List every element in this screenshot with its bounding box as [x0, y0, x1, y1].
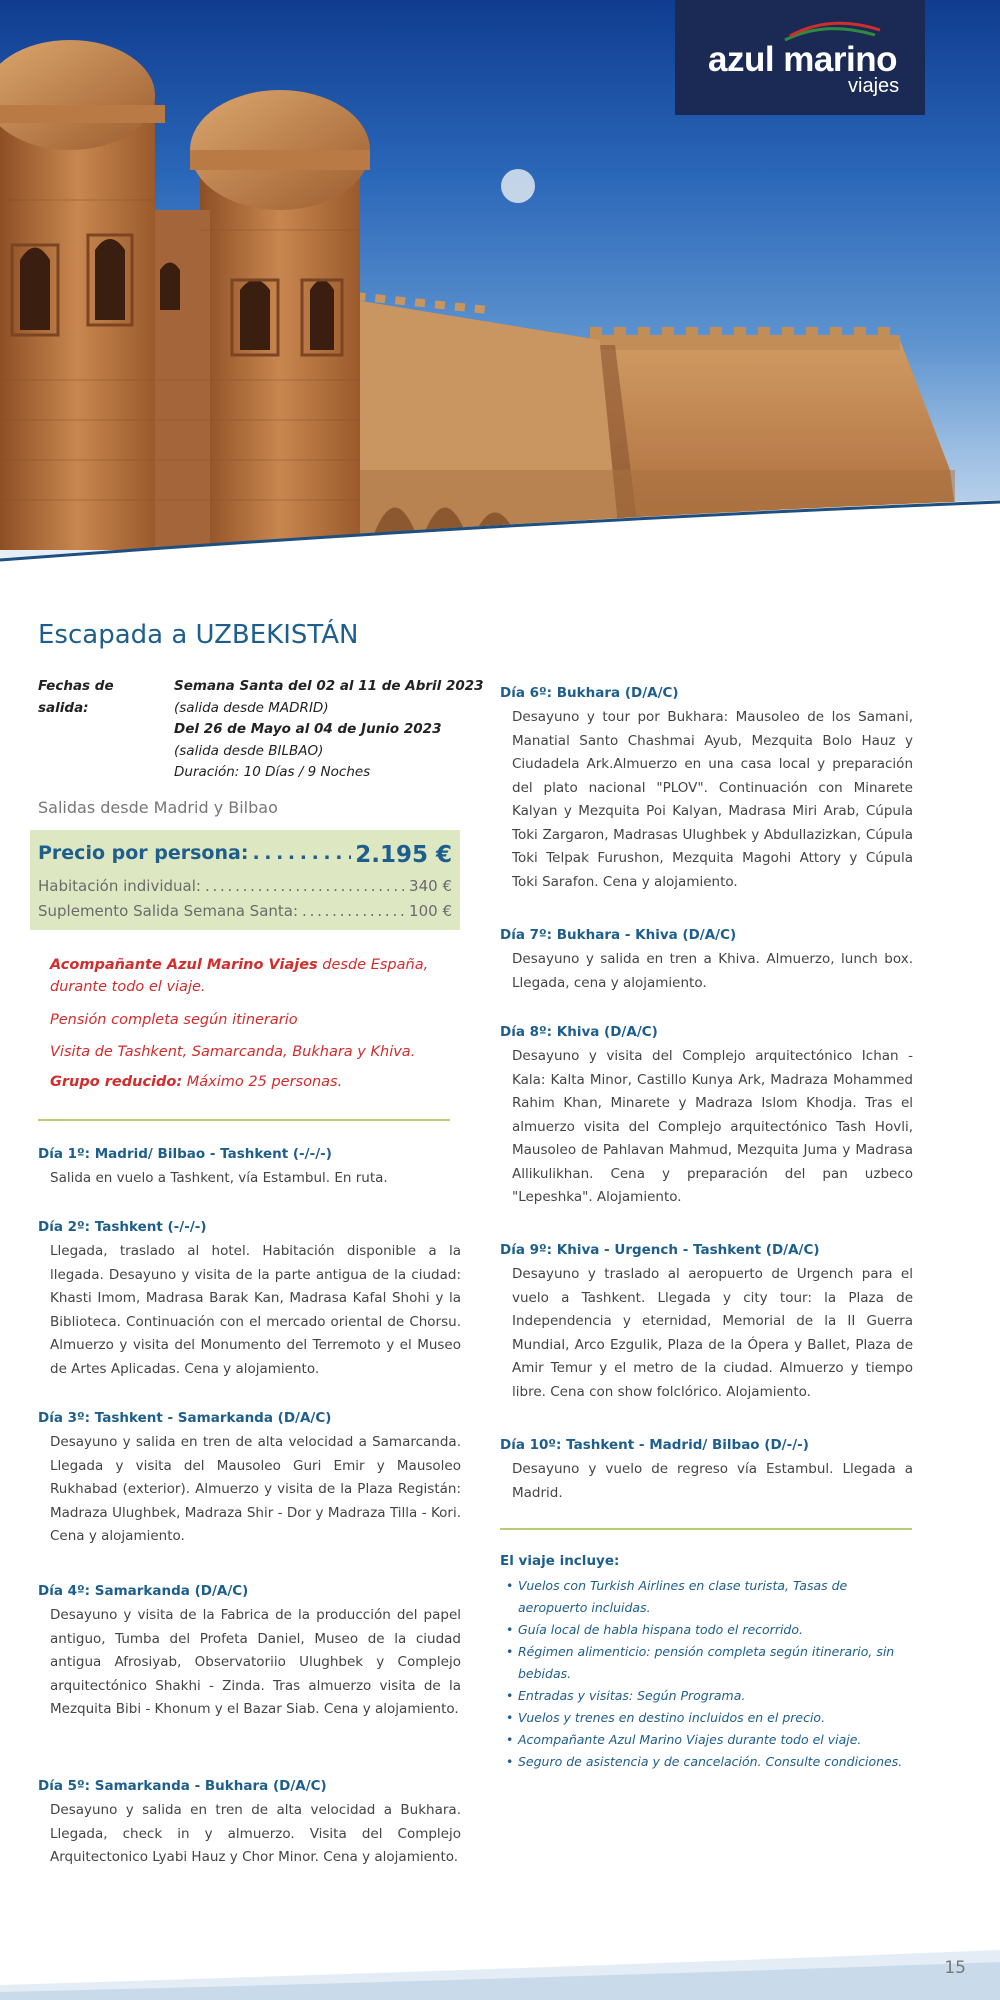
day-title: Día 6º: Bukhara (D/A/C) [500, 685, 679, 701]
divider [500, 1528, 912, 1530]
price-row-value: 340 € [409, 877, 452, 895]
day-title: Día 1º: Madrid/ Bilbao - Tashkent (-/-/-) [38, 1146, 332, 1162]
departures-note: Salidas desde Madrid y Bilbao [38, 798, 278, 817]
date-line: Del 26 de Mayo al 04 de Junio 2023 [174, 721, 442, 737]
day-title: Día 4º: Samarkanda (D/A/C) [38, 1583, 249, 1599]
includes-title: El viaje incluye: [500, 1553, 620, 1569]
dates-values [174, 676, 494, 784]
date-line: (salida desde MADRID) [174, 699, 329, 716]
day-title: Día 2º: Tashkent (-/-/-) [38, 1219, 207, 1235]
highlight-visits: Visita de Tashkent, Samarcanda, Bukhara y Khiva. [50, 1044, 416, 1060]
itinerary-day [500, 1437, 920, 1505]
price-value: 2.195 € [355, 842, 452, 868]
day-text: Desayuno y visita de la Fabrica de la producción del papel antiguo, Tumba del Profeta Daniel, Museo de la ciudad antigua Afrosiyab, Observatoriio Ulughbek y Complejo arquitectónico Shakhi - Zinda. Tras almuerzo visita de la Mezquita Bibi - Khonum y el Bazar Siab. Cena y alojamiento. [50, 1607, 461, 1717]
highlight-group [50, 1074, 342, 1090]
day-text: Salida en vuelo a Tashkent, vía Estambul. En ruta. [50, 1170, 388, 1186]
itinerary-day [38, 1778, 461, 1870]
highlight-bold: Grupo reducido: [50, 1074, 183, 1090]
price-row-label: Suplemento Salida Semana Santa: [38, 902, 299, 920]
itinerary-day [38, 1583, 461, 1722]
price-row-label: Habitación individual: [38, 877, 201, 895]
itinerary-day [500, 1242, 920, 1404]
includes-item: • Acompañante Azul Marino Viajes durante todo el viaje. [500, 1729, 920, 1751]
highlight-bold: Acompañante Azul Marino Viajes [50, 957, 318, 973]
day-text: Desayuno y visita del Complejo arquitectónico Ichan - Kala: Kalta Minor, Castillo Kunya Ark, Madraza Mohammed Rahim Khan, Minarete y Madraza Islom Khodja. Tras el almuerzo visita del Complejo arquitectónico Tash Hovli, Mausoleo de Pahlavan Mahmud, Mezquita Juma y Madrasa Allikulikhan. Cena y preparación del pan uzbeco "Lepeshka". Alojamiento. [512, 1048, 913, 1205]
itinerary-day [500, 927, 920, 995]
includes-item: • Guía local de habla hispana todo el recorrido. [500, 1619, 920, 1641]
dates-label: Fechas de salida: [38, 678, 114, 716]
highlight-companion-line2: durante todo el viaje. [50, 979, 206, 995]
day-text: Desayuno y tour por Bukhara: Mausoleo de los Samani, Manatial Santo Chashmai Ayub, Mezquita Bolo Hauz y Ciudadela Ark.Almuerzo en una casa local y preparación del plato nacional "PLOV". Continuación con Minarete Kalyan y Mezquita Poi Kalyan, Madrasa Miri Arab, Cúpula Toki Zargaron, Madrasas Ulughbek y Abdullazizkan, Cúpula Toki Telpak Furushon, Mezquita Magohi Attory y Cúpula Toki Sarafon. Cena y alojamiento. [512, 709, 913, 890]
price-leader [252, 842, 351, 868]
itinerary-day [38, 1410, 461, 1549]
day-text: Desayuno y salida en tren de alta velocidad a Bukhara. Llegada, check in y almuerzo. Visita del Complejo Arquitectonico Lyabi Hauz y Chor Minor. Cena y alojamiento. [50, 1802, 461, 1865]
price-box [30, 830, 460, 930]
brand-name: azul marino [708, 40, 897, 79]
includes-item: • Seguro de asistencia y de cancelación. Consulte condiciones. [500, 1751, 920, 1773]
day-title: Día 7º: Bukhara - Khiva (D/A/C) [500, 927, 737, 943]
brand-subtitle: viajes [848, 75, 900, 97]
price-row [38, 877, 452, 895]
day-text: Desayuno y salida en tren a Khiva. Almuerzo, lunch box. Llegada, cena y alojamiento. [512, 951, 913, 991]
day-title: Día 8º: Khiva (D/A/C) [500, 1024, 658, 1040]
includes-list [500, 1575, 920, 1773]
divider [38, 1119, 450, 1121]
day-text: Desayuno y vuelo de regreso vía Estambul. Llegada a Madrid. [512, 1461, 913, 1501]
itinerary-day [38, 1146, 458, 1191]
date-line: Semana Santa del 02 al 11 de Abril 2023 [174, 678, 484, 694]
day-text: Llegada, traslado al hotel. Habitación disponible a la llegada. Desayuno y visita de la parte antigua de la ciudad: Khasti Imom, Madrasa Barak Kan, Madrasa Kafal Shohi y la Biblioteca. Continuación con el mercado oriental de Chorsu. Almuerzo y visita del Monumento del Terremoto y el Museo de Artes Aplicadas. Cena y alojamiento. [50, 1243, 461, 1377]
date-line: (salida desde BILBAO) [174, 742, 324, 759]
day-title: Día 3º: Tashkent - Samarkanda (D/A/C) [38, 1410, 332, 1426]
price-main-row [38, 842, 452, 868]
highlight-text: desde España, [317, 957, 429, 973]
day-title: Día 9º: Khiva - Urgench - Tashkent (D/A/C) [500, 1242, 820, 1258]
price-row [38, 902, 452, 920]
day-text: Desayuno y salida en tren de alta velocidad a Samarcanda. Llegada y visita del Mausoleo Guri Emir y Mausoleo Rukhabad (exterior). Almuerzo y visita de la Plaza Registán: Madraza Ulughbek, Madraza Shir - Dor y Madraza Tilla - Kori. Cena y alojamiento. [50, 1434, 461, 1544]
highlight-board: Pensión completa según itinerario [50, 1012, 298, 1028]
page-title: Escapada a UZBEKISTÁN [38, 620, 359, 650]
includes-item: • Vuelos con Turkish Airlines en clase turista, Tasas de aeropuerto incluidas. [500, 1575, 920, 1619]
price-leader [302, 902, 405, 920]
duration-line: Duración: 10 Días / 9 Noches [174, 764, 371, 780]
itinerary-day [500, 685, 920, 894]
price-label: Precio por persona: [38, 842, 249, 864]
day-title: Día 5º: Samarkanda - Bukhara (D/A/C) [38, 1778, 327, 1794]
includes-item: • Régimen alimenticio: pensión completa según itinerario, sin bebidas. [500, 1641, 920, 1685]
page-number: 15 [944, 1958, 966, 1978]
highlight-companion [50, 957, 428, 973]
includes-section [500, 1553, 920, 1773]
price-row-value: 100 € [409, 902, 452, 920]
itinerary-day [38, 1219, 461, 1381]
footer-wave [0, 1940, 1000, 2000]
price-leader [205, 877, 405, 895]
itinerary-day [500, 1024, 920, 1210]
includes-item: • Entradas y visitas: Según Programa. [500, 1685, 920, 1707]
day-title: Día 10º: Tashkent - Madrid/ Bilbao (D/-/-) [500, 1437, 809, 1453]
highlight-text: Máximo 25 personas. [182, 1074, 343, 1090]
includes-item: • Vuelos y trenes en destino incluidos en el precio. [500, 1707, 920, 1729]
day-text: Desayuno y traslado al aeropuerto de Urgench para el vuelo a Tashkent. Llegada y city tour: la Plaza de Independencia y eternidad, Memorial de la II Guerra Mundial, Arco Ezgulik, Plaza de la Ópera y Ballet, Plaza de Amir Temur y el metro de la ciudad. Almuerzo y tiempo libre. Cena con show folclórico. Alojamiento. [512, 1266, 913, 1400]
